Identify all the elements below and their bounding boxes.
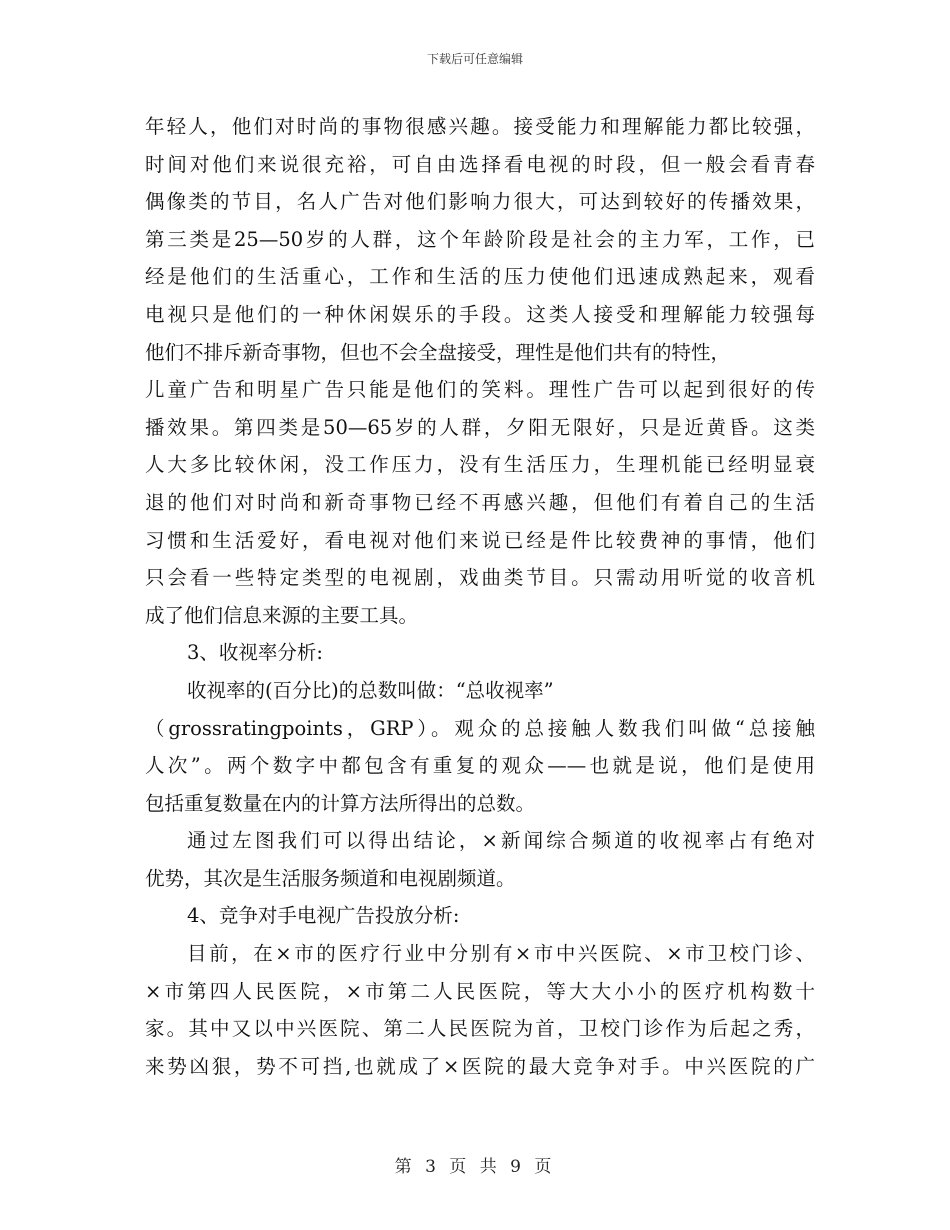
text-line: 儿童广告和明星广告只能是他们的笑料。理性广告可以起到很好的传 (145, 378, 815, 402)
text-line: 他们不排斥新奇事物，但也不会全盘接受，理性是他们共有的特性， (145, 340, 731, 364)
text-line: （grossratingpoints，GRP）。观众的总接触人数我们叫做“总接触 (145, 716, 815, 740)
document-body (145, 108, 815, 1085)
text-line: ×市第四人民医院，×市第二人民医院，等大大小小的医疗机构数十 (145, 979, 815, 1003)
text-line: 退的他们对时尚和新奇事物已经不再感兴趣，但他们有着自己的生活 (145, 490, 815, 514)
text-line: 习惯和生活爱好，看电视对他们来说已经是件比较费神的事情，他们 (145, 528, 815, 552)
text-line: 电视只是他们的一种休闲娱乐的手段。这类人接受和理解能力较强每 (145, 302, 815, 326)
text-line: 通过左图我们可以得出结论，×新闻综合频道的收视率占有绝对 (187, 829, 815, 853)
text-line: 收视率的(百分比)的总数叫做：“总收视率” (187, 678, 554, 702)
text-line: 时间对他们来说很充裕，可自由选择看电视的时段，但一般会看青春 (145, 152, 815, 176)
page-number: 第 3 页 共 9 页 (394, 1157, 556, 1177)
text-line: 3、收视率分析: (187, 641, 323, 665)
text-line: 人次”。两个数字中都包含有重复的观众——也就是说，他们是使用 (145, 754, 815, 778)
text-line: 4、竞争对手电视广告投放分析: (187, 904, 460, 928)
text-line: 第三类是25—50岁的人群，这个年龄阶段是社会的主力军，工作，已 (145, 227, 815, 251)
text-line: 只会看一些特定类型的电视剧，戏曲类节目。只需动用听觉的收音机 (145, 566, 815, 590)
text-line: 目前，在×市的医疗行业中分别有×市中兴医院、×市卫校门诊、 (187, 942, 815, 966)
page-header: 下载后可任意编辑 (426, 52, 523, 66)
text-line: 来势凶狠，势不可挡,也就成了×医院的最大竞争对手。中兴医院的广 (145, 1054, 815, 1078)
text-line: 年轻人，他们对时尚的事物很感兴趣。接受能力和理解能力都比较强， (145, 115, 815, 138)
text-line: 家。其中又以中兴医院、第二人民医院为首，卫校门诊作为后起之秀， (145, 1017, 815, 1041)
text-line: 偶像类的节目，名人广告对他们影响力很大，可达到较好的传播效果， (145, 190, 815, 214)
text-line: 包括重复数量在内的计算方法所得出的总数。 (145, 791, 536, 815)
text-line: 成了他们信息来源的主要工具。 (145, 603, 419, 627)
text-line: 播效果。第四类是50—65岁的人群，夕阳无限好，只是近黄昏。这类 (145, 415, 815, 439)
text-line: 经是他们的生活重心，工作和生活的压力使他们迅速成熟起来，观看 (145, 265, 815, 289)
text-line: 优势，其次是生活服务频道和电视剧频道。 (145, 866, 516, 890)
text-line: 人大多比较休闲，没工作压力，没有生活压力，生理机能已经明显衰 (145, 453, 815, 477)
